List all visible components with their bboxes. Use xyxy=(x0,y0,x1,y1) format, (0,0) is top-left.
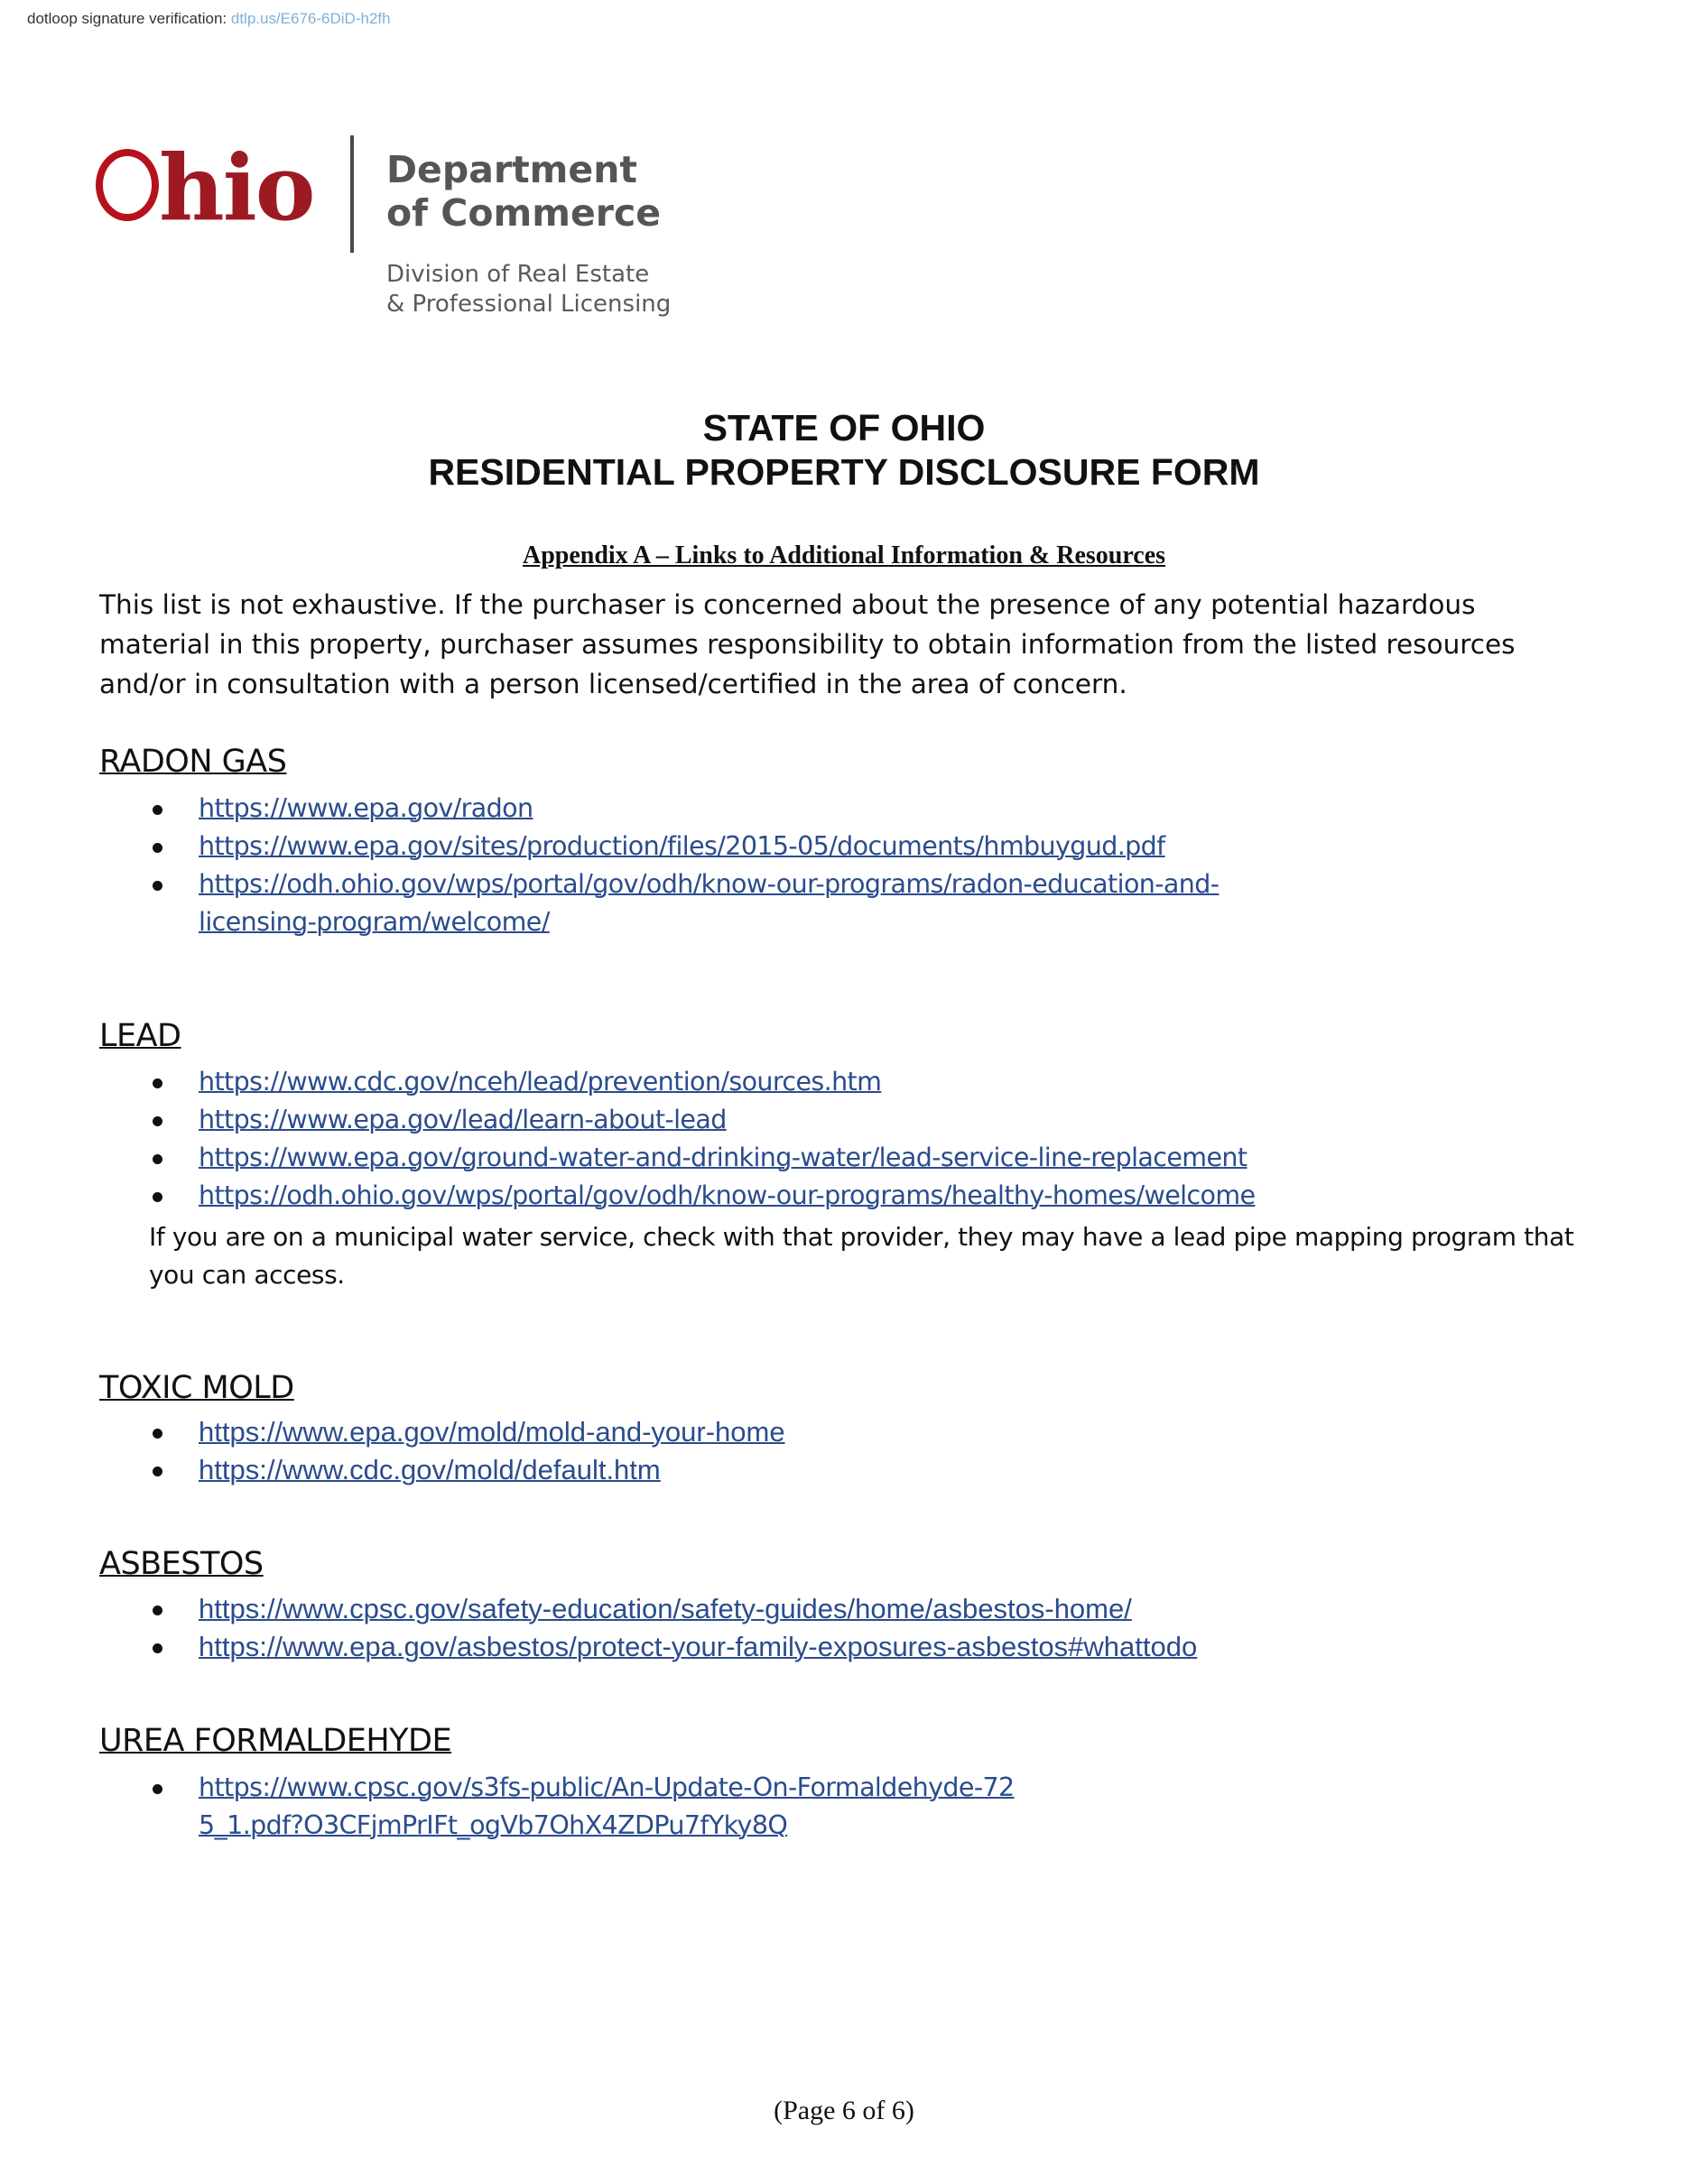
list-item xyxy=(99,1628,1580,1666)
division-line-2: & Professional Licensing xyxy=(386,291,672,318)
list-item xyxy=(99,790,1580,828)
link-mold-2[interactable]: https://www.cdc.gov/mold/default.htm xyxy=(199,1454,661,1485)
ohio-wordmark xyxy=(96,134,314,241)
department-name xyxy=(386,148,661,235)
section-heading-mold: TOXIC MOLD xyxy=(99,1370,294,1406)
link-lead-2[interactable]: https://www.epa.gov/lead/learn-about-lead xyxy=(199,1105,727,1134)
verification-label: dotloop signature verification: xyxy=(27,10,227,27)
link-lead-1[interactable]: https://www.cdc.gov/nceh/lead/prevention/sources.htm xyxy=(199,1067,882,1097)
link-radon-3[interactable]: https://odh.ohio.gov/wps/portal/gov/odh/know-our-programs/radon-education-and-licensing-program/welcome/ xyxy=(199,869,1220,937)
link-lead-4[interactable]: https://odh.ohio.gov/wps/portal/gov/odh/know-our-programs/healthy-homes/welcome xyxy=(199,1180,1256,1210)
ohio-wordmark-text: hio xyxy=(159,134,314,241)
form-title-line-2: RESIDENTIAL PROPERTY DISCLOSURE FORM xyxy=(428,451,1260,493)
signature-verification xyxy=(27,10,391,28)
list-item xyxy=(99,1063,1580,1101)
urea-links xyxy=(99,1769,1580,1845)
list-item xyxy=(99,865,1580,941)
department-line-2: of Commerce xyxy=(386,191,662,235)
page-number: (Page 6 of 6) xyxy=(774,2096,914,2125)
link-asbestos-1[interactable]: https://www.cpsc.gov/safety-education/safety-guides/home/asbestos-home/ xyxy=(199,1593,1132,1624)
mold-links xyxy=(99,1413,1580,1489)
logo-divider xyxy=(350,135,354,253)
intro-paragraph: This list is not exhaustive. If the purchaser is concerned about the presence of any potential hazardous material in this property, purchaser assumes responsibility to obtain information from the listed resources and/or in consultation with a person licensed/certified in the area of concern. xyxy=(99,589,1516,699)
list-item xyxy=(99,1139,1580,1177)
division-name xyxy=(386,260,838,319)
link-lead-3[interactable]: https://www.epa.gov/ground-water-and-drinking-water/lead-service-line-replacement xyxy=(199,1143,1247,1172)
appendix-heading: Appendix A – Links to Additional Information & Resources xyxy=(522,541,1166,569)
list-item xyxy=(99,1590,1580,1628)
form-title-line-1: STATE OF OHIO xyxy=(702,407,986,449)
ohio-commerce-logo xyxy=(96,134,728,318)
link-asbestos-2[interactable]: https://www.epa.gov/asbestos/protect-your-family-exposures-asbestos#whattodo xyxy=(199,1631,1198,1662)
section-heading-lead: LEAD xyxy=(99,1018,181,1054)
lead-note: If you are on a municipal water service, check with that provider, they may have a lead pipe mapping program that you can access. xyxy=(149,1222,1574,1290)
section-heading-asbestos: ASBESTOS xyxy=(99,1546,264,1582)
department-line-1: Department xyxy=(386,148,637,191)
section-heading-radon: RADON GAS xyxy=(99,744,287,780)
division-line-1: Division of Real Estate xyxy=(386,261,650,288)
link-radon-1[interactable]: https://www.epa.gov/radon xyxy=(199,793,533,823)
list-item xyxy=(99,828,1580,865)
lead-links xyxy=(99,1063,1580,1215)
section-heading-urea: UREA FORMALDEHYDE xyxy=(99,1723,452,1759)
radon-links xyxy=(99,790,1580,941)
link-urea-1[interactable]: https://www.cpsc.gov/s3fs-public/An-Update-On-Formaldehyde-725_1.pdf?O3CFjmPrIFt_ogVb7OhX4ZDPu7fYky8Q xyxy=(199,1772,1015,1840)
list-item xyxy=(99,1177,1580,1215)
verification-link[interactable]: dtlp.us/E676-6DiD-h2fh xyxy=(230,10,391,27)
asbestos-links xyxy=(99,1590,1580,1666)
list-item xyxy=(99,1451,1580,1489)
link-radon-2[interactable]: https://www.epa.gov/sites/production/files/2015-05/documents/hmbuygud.pdf xyxy=(199,831,1165,861)
ohio-o-circle xyxy=(96,149,159,221)
list-item xyxy=(99,1769,1580,1845)
link-mold-1[interactable]: https://www.epa.gov/mold/mold-and-your-home xyxy=(199,1416,785,1448)
list-item xyxy=(99,1413,1580,1451)
list-item xyxy=(99,1101,1580,1139)
